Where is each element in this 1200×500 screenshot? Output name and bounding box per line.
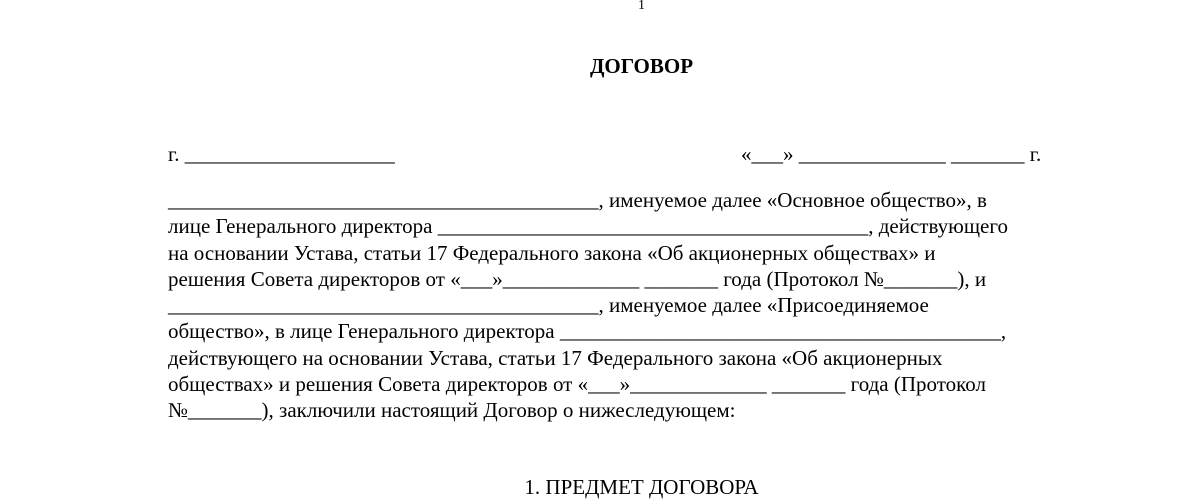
preamble-line: обществах» и решения Совета директоров от «___»_____________ _______ года (Протокол (168, 372, 986, 397)
preamble-line: _________________________________________, именуемое далее «Присоединяемое (168, 293, 929, 318)
page-number: 1 (638, 0, 645, 13)
preamble-line: _________________________________________, именуемое далее «Основное общество», в (168, 188, 987, 212)
city-line: г. ____________________ (168, 142, 395, 166)
preamble-paragraph (168, 187, 1008, 424)
preamble-line: общество», в лице Генерального директора __________________________________________, (168, 319, 1007, 344)
preamble-line: лице Генерального директора _________________________________________, действующего (168, 214, 1008, 239)
preamble-line: №_______), заключили настоящий Договор о нижеследующем: (168, 398, 736, 423)
section-heading: 1. ПРЕДМЕТ ДОГОВОРА (524, 475, 759, 499)
date-line: «___» ______________ _______ г. (741, 142, 1042, 166)
preamble-line: решения Совета директоров от «___»_____________ _______ года (Протокол №_______), и (168, 266, 987, 291)
preamble-line: действующего на основании Устава, статьи 17 Федерального закона «Об акционерных (168, 345, 943, 370)
preamble-line: на основании Устава, статьи 17 Федерального закона «Об акционерных обществах» и (168, 240, 936, 265)
document-title: ДОГОВОР (589, 54, 694, 78)
